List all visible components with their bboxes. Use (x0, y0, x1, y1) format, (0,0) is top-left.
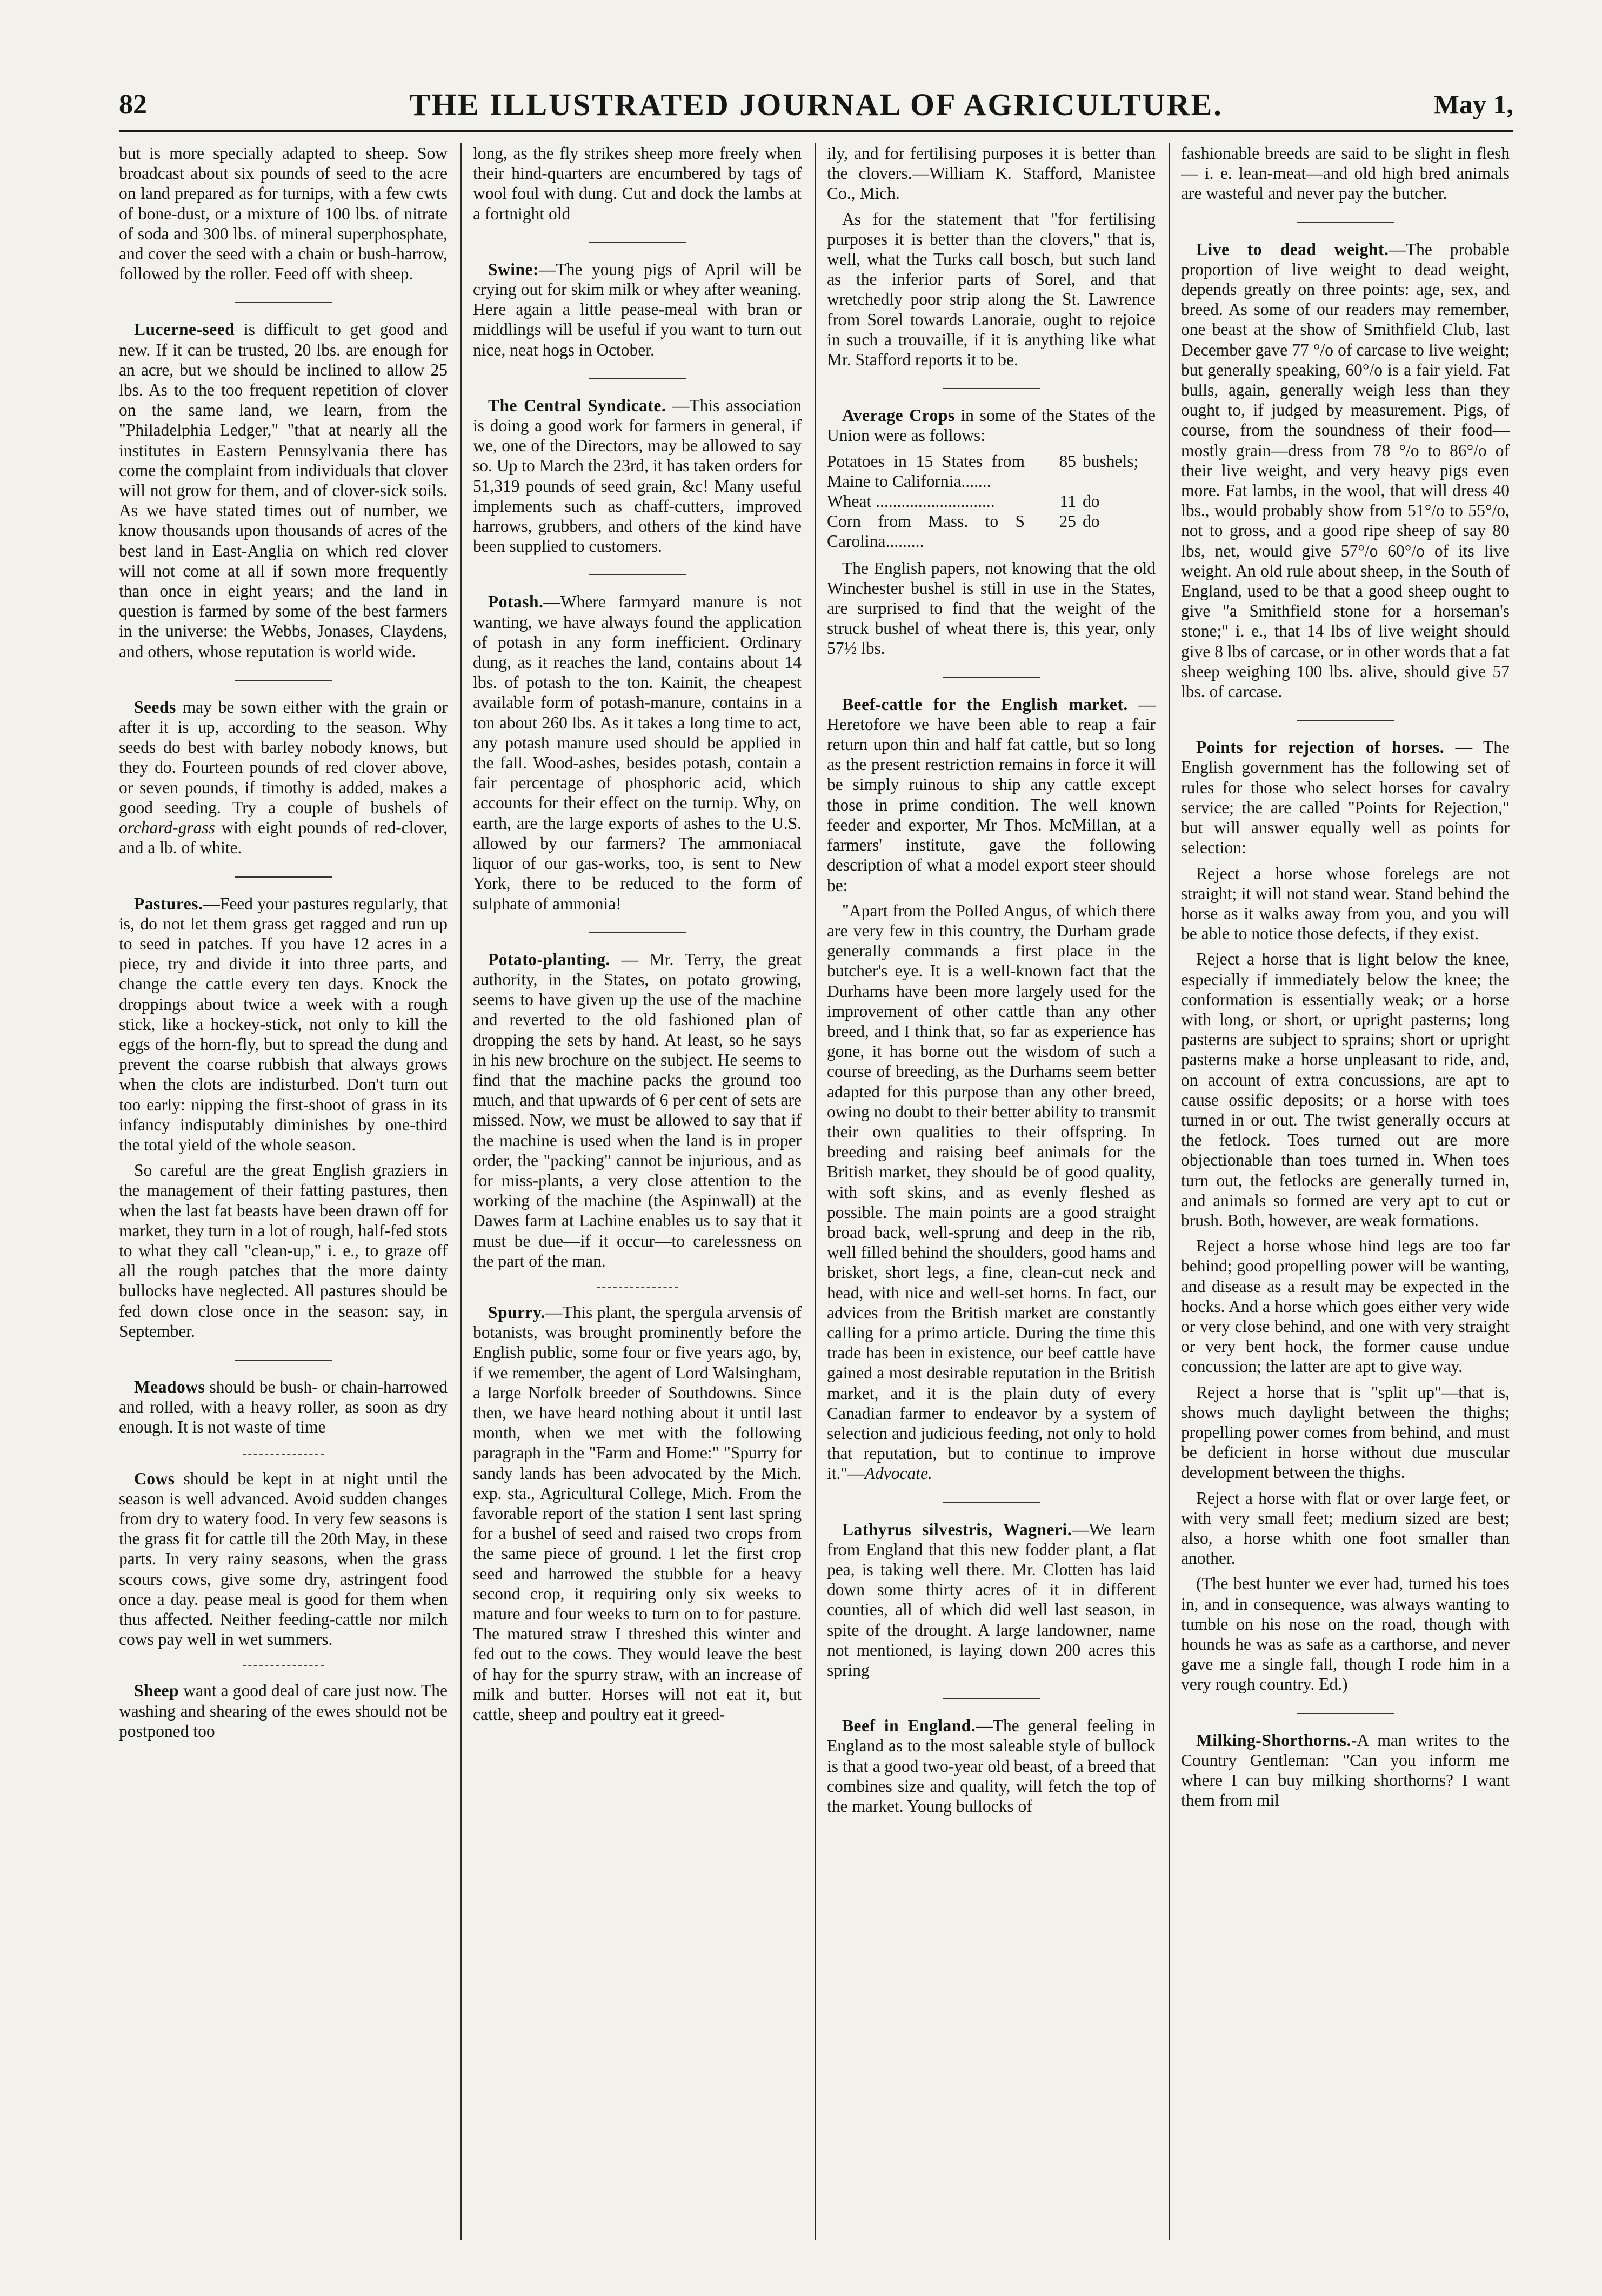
article-spurry (473, 1302, 802, 1724)
article-heading: Potato-planting. (488, 949, 610, 969)
section-divider (235, 1360, 332, 1361)
section-divider (1297, 1713, 1394, 1714)
section-divider (589, 378, 686, 379)
article-heading: Live to dead weight. (1196, 239, 1389, 259)
paragraph: fashionable breeds are said to be slight in flesh — i. e. lean-meat—and old high bred animals are wasteful and never pay the butcher. (1181, 144, 1510, 203)
article-body: —Heretofore we have been able to reap a fair return upon thin and half fat cattle, but so long as the present restriction remains in force it will be simply ruinous to ship any cattle except those in prime condition. The well known feeder and exporter, Mr Thos. McMillan, at a farmers' institute, gave the following description of what a model export steer should be: (827, 694, 1156, 895)
article-heading: Beef-cattle for the English market. (842, 694, 1128, 714)
table-row (827, 511, 1156, 551)
article-beef-in-england (827, 1716, 1156, 1816)
section-divider (589, 932, 686, 933)
italic-term: orchard-grass (119, 818, 215, 838)
article-potato-planting (473, 949, 802, 1271)
section-divider (1297, 222, 1394, 223)
paragraph: The English papers, not knowing that the old Winchester bushel is still in use in the States, are surprised to find that the weight of the struck bushel of wheat there is, this year, only 57½ lbs. (827, 558, 1156, 658)
paragraph: Reject a horse that is light below the knee, especially if immediately below the knee; the conformation is essentially weak; or a horse with long, or short, or upright pasterns; long pasterns are subject to sprains; short or upright pasterns make a horse unpleasant to ride, and, on account of extra concussions, are apt to cause ossific deposits; or a horse with toes turned in or out. The twist generally occurs at the fetlock. Toes turned out are more objectionable than toes turned in. When toes turn out, the fetlocks are generally turned in, and animals so formed are very apt to cut or brush. Both, however, are weak formations. (1181, 949, 1510, 1230)
article-heading: Sheep (134, 1681, 179, 1701)
article-heading: Beef in England. (842, 1716, 976, 1736)
paragraph: Reject a horse whose hind legs are too far behind; good propelling power will be wanting, and disease as a result may be expected in the hocks. And a horse which goes either very wide or very close behind, and one with very straight or very bent hock, the former cause undue concussion; the latter are apt to give way. (1181, 1236, 1510, 1376)
article-cows (119, 1469, 448, 1650)
article-body: —The general feeling in England as to the most saleable style of bullock is that a good two-year old beast, of a breed that combines size and quality, will fetch the top of the market. Young bullocks of (827, 1716, 1156, 1816)
article-heading: The Central Syndicate. (488, 396, 666, 415)
article-heading: Average Crops (842, 406, 955, 425)
article-body: -A man writes to the Country Gentleman: "Can you inform me where I can buy milking shorthorns? I want them from mil (1181, 1730, 1510, 1810)
column-rule (815, 143, 816, 2240)
issue-date: May 1, (1433, 89, 1513, 119)
article-milking-shorthorns (1181, 1730, 1510, 1811)
article-body: may be sown either with the grain or after it is up, according to the season. Why seeds do best with barley nobody knows, but they do. Fourteen pounds of red clover above, or seven pounds, if timothy is added, makes a good seeding. Try a couple of bushels of (119, 697, 448, 817)
article-heading: Pastures. (134, 894, 203, 913)
article-pastures (119, 894, 448, 1155)
article-beef-cattle (827, 694, 1156, 895)
paragraph: Reject a horse that is "split up"—that is, shows much daylight between the thighs; propelling power comes from behind, and must be deficient in horse without due muscular development between the thighs. (1181, 1382, 1510, 1482)
article-body: —Where farmyard manure is not wanting, we have always found the application of potash in any form inefficient. Ordinary dung, as it reaches the land, contains about 14 lbs. of potash to the ton. Kainit, the cheapest available form of potash-manure, contains in a ton about 260 lbs. As it takes a long time to act, any potash manure used should be applied in the fall. Wood-ashes, besides potash, contain a fair percentage of phosphoric acid, which accounts for their effect on the turnip. Why, on earth, are the large exports of ashes to the U.S. allowed by our farmers? The ammoniacal liquor of our gas-works, too, is sent to New York, there to be reduced to the form of sulphate of ammonia! (473, 592, 802, 913)
quoted-paragraph (827, 901, 1156, 1484)
column-2 (473, 143, 802, 2240)
article-body: —The probable proportion of live weight to dead weight, depends greatly on three points: age, sex, and breed. As some of our readers may remember, one beast at the show of Smithfield Club, last December gave 77 °/o of carcase to live weight; but generally speaking, 60°/o is a fair yield. Fat bulls, again, generally weigh less than they ought to, if judged by measurement. Pigs, of course, from the soundness of their food—mostly grain—dress from 78 °/o to 86°/o of their live weight, and very heavy pigs even more. Fat lambs, in the wool, that will dress 40 lbs., would probably show from 51°/o to 55°/o, not to gross, and a good ripe sheep of say 80 lbs, net, would give 57°/o 60°/o of its live weight. An old rule about sheep, in the South of England, used to be that a good sheep ought to give "a Smithfield stone for a horseman's stone;" i. e., that 14 lbs of live weight should give 8 lbs of carcase, or in other words that a fat sheep weighing 100 lbs. alive, should give 57 lbs. of carcase. (1181, 239, 1510, 701)
crop-unit: bushels; (1083, 451, 1139, 471)
article-heading: Lathyrus silvestris, Wagneri. (842, 1519, 1072, 1539)
article-body: want a good deal of care just now. The washing and shearing of the ewes should not be postponed too (119, 1681, 448, 1741)
crop-label: Potatoes in 15 States from Maine to California....... (827, 451, 1025, 491)
article-body: — The English government has the following set of rules for those who select horses for cavalry service; the are called "Points for Rejection," but will answer equally well as points for selection: (1181, 738, 1510, 858)
article-potash (473, 592, 802, 913)
article-lathyrus (827, 1519, 1156, 1681)
article-live-dead-weight (1181, 239, 1510, 702)
article-body: with eight pounds of red-clover, and a lb. of white. (119, 818, 448, 858)
column-1 (119, 143, 448, 2240)
paragraph: long, as the fly strikes sheep more freely when their hind-quarters are encumbered by tags of wool foul with dung. Cut and dock the lambs at a fortnight old (473, 144, 802, 223)
crop-value: 11 (1059, 492, 1076, 511)
article-heading: Spurry. (488, 1302, 545, 1322)
column-rule (460, 143, 462, 2240)
article-meadows (119, 1377, 448, 1437)
section-divider (243, 1665, 324, 1666)
article-body: should be bush- or chain-harrowed and rolled, with a heavy roller, as soon as dry enough. It is not waste of time (119, 1377, 448, 1437)
article-body: "Apart from the Polled Angus, of which there are very few in this country, the Durham grade generally commands a first place in the butcher's eye. It is a well-known fact that the Durhams have been more largely used for the improvement of other cattle than any other breed, and I think that, so far as experience has gone, it has borne out the wisdom of such a course of breeding, as the Durhams seem better adapted for this purpose than any other breed, owing no doubt to their better ability to transmit their own qualities to their offspring. In breeding and raising beef animals for the British market, they should be of good quality, with soft skins, and as evenly fleshed as possible. The main points are a good straight broad back, well-sprung and deep in the rib, well filled behind the shoulders, good hams and brisket, short legs, a fine, clean-cut neck and head, with nice and well-set horns. In fact, our advices from the British market are constantly calling for a primo article. During the time this trade has been in existence, our beef cattle have gained a most desirable reputation in the British market, and it is the plain duty of every Canadian farmer to endeavor by a system of selection and judicious feeding, not only to hold that reputation, but to continue to improve it."— (827, 901, 1156, 1483)
article-heading: Meadows (134, 1377, 205, 1396)
article-heading: Lucerne-seed (134, 320, 235, 339)
section-divider (235, 302, 332, 303)
article-heading: Seeds (134, 697, 176, 717)
article-seeds (119, 697, 448, 858)
page-header (119, 81, 1513, 132)
article-sheep (119, 1681, 448, 1741)
crop-label: Wheat ............................ (827, 492, 995, 511)
paragraph: Reject a horse whose forelegs are not straight; it will not stand wear. Stand behind the horse as it walks away from you, and you will be able to notice those defects, if they exist. (1181, 863, 1510, 943)
article-body: —This plant, the spergula arvensis of botanists, was brought prominently before the English public, some four or five years ago, by, if we remember, the agent of Lord Walsingham, a large Norfolk breeder of Southdowns. Since then, we have heard nothing about it until last month, when we met with the following paragraph in the "Farm and Home:" "Spurry for sandy lands has been advocated by the Mich. exp. sta., Agricultural College, Mich. From the favorable report of the station I sent last spring for a bushel of seed and raised two crops from the same piece of ground. I let the first crop seed and harrowed the stubble for a heavy second crop, it requiring only six weeks to mature and four weeks to turn on to for pasture. The matured straw I threshed this winter and fed out to the cows. They would leave the best of hay for the spurry straw, with an increase of milk and butter. Horses will not eat it, but cattle, sheep and poultry eat it greed- (473, 1302, 802, 1724)
article-body: —We learn from England that this new fodder plant, a flat pea, is taking well there. Mr. Clotten has laid down some thirty acres of it in different counties, all of which did well last season, in spite of the drought. A large landowner, name not mentioned, is laying down 200 acres this spring (827, 1519, 1156, 1680)
section-divider (589, 574, 686, 575)
article-body: — Mr. Terry, the great authority, in the States, on potato growing, seems to have given up the use of the machine and reverted to the old fashioned plan of dropping the sets by hand. At least, so he says in his new brochure on the subject. He seems to find that the machine packs the ground too much, and that upwards of 6 per cent of sets are missed. Now, we must be allowed to say that if the machine is used when the land is in proper order, the "packing" cannot be injurious, and as for miss-plants, a very close attention to the working of the machine (the Aspinwall) at the Dawes farm at Lachine enables us to say that it must be due—if it occur—to carelessness on the part of the man. (473, 949, 802, 1270)
section-divider (943, 388, 1040, 389)
article-body: —This association is doing a good work for farmers in general, if we, one of the Directors, may be allowed to say so. Up to March the 23rd, it has taken orders for 51,319 pounds of seed grain, &c! Many useful implements such as chaff-cutters, improved harrows, grubbers, and others of the kind have been supplied to customers. (473, 396, 802, 556)
article-average-crops (827, 405, 1156, 445)
section-divider (943, 677, 1040, 678)
article-body: is difficult to get good and new. If it can be trusted, 20 lbs. are enough for an acre, but we should be inclined to allow 25 lbs. As to the too frequent repetition of clover on the same land, we learn, from the "Philadelphia Ledger," "that at nearly all the institutes in Eastern Pennsylvania there has come the complaint from individuals that clover will not grow for them, and of clover-sick soils. As we have stated times out of number, we know thousands upon thousands of acres of the best land in East-Anglia on which red clover will not come at all if sown more frequently than once in eight years; and the land in question is farmed by some of the best farmers in the universe: the Webbs, Jonases, Claydens, and others, whose reputation is world wide. (119, 320, 448, 661)
column-3 (827, 143, 1156, 2240)
section-divider (589, 242, 686, 243)
section-divider (235, 876, 332, 878)
article-swine (473, 259, 802, 360)
crop-unit: do (1083, 512, 1100, 531)
crops-table (827, 451, 1156, 552)
source-credit: Advocate. (864, 1464, 932, 1483)
article-horse-rejection (1181, 737, 1510, 858)
crop-value: 25 (1059, 512, 1076, 531)
editor-note: (The best hunter we ever had, turned his toes in, and in consequence, was always wanting to tumble on his nose on the road, though with hounds he was as safe as a carthorse, and never gave me a single fall, though I rode him in a very rough country. Ed.) (1181, 1574, 1510, 1694)
paragraph: As for the statement that "for fertilising purposes it is better than the clovers," that is, well, what the Turks call bosch, but such land as the inferior parts of Sorel, and that wretchedly poor strip along the St. Lawrence from Sorel towards Lanoraie, ought to rejoice in such a trouvaille, if it is anything like what Mr. Stafford reports it to be. (827, 209, 1156, 370)
table-row (827, 491, 1156, 511)
article-body: —Feed your pastures regularly, that is, do not let them grass get ragged and run up to seed in patches. If you have 12 acres in a piece, try and divide it into three parts, and change the cattle every ten days. Knock the droppings about twice a week with a rough stick, like a hockey-stick, not only to kill the eggs of the horn-fly, but to spread the dung and prevent the coarse rubbish that always grows when the clots are indisturbed. Don't turn out too early: nipping the first-shoot of grass in its infancy indisputably diminishes by one-third the total yield of the whole season. (119, 894, 448, 1154)
paragraph: ily, and for fertilising purposes it is better than the clovers.—William K. Stafford, Manistee Co., Mich. (827, 144, 1156, 203)
column-4 (1181, 143, 1510, 2240)
section-divider (1297, 720, 1394, 721)
article-body: in some of the States of the Union were as follows: (827, 406, 1156, 445)
article-lucerne (119, 319, 448, 661)
paragraph: but is more specially adapted to sheep. Sow broadcast about six pounds of seed to the acre on land prepared as for turnips, with a few cwts of bone-dust, or a mixture of 100 lbs. of nitrate of soda and 300 lbs. of mineral superphosphate, and cover the seed with a chain or bush-harrow, followed by the roller. Feed off with sheep. (119, 144, 448, 284)
section-divider (943, 1698, 1040, 1699)
article-heading: Potash. (488, 592, 544, 612)
page-number: 82 (119, 89, 147, 120)
paragraph: Reject a horse with flat or over large feet, or with very small feet; medium sized are best; also, a horse whith one foot smaller than another. (1181, 1488, 1510, 1568)
table-row (827, 451, 1156, 491)
article-heading: Points for rejection of horses. (1196, 738, 1445, 757)
article-heading: Cows (134, 1469, 175, 1488)
paragraph: So careful are the great English graziers in the management of their fatting pastures, then when the last fat beasts have been drawn off for market, they turn in a lot of rough, half-fed stots to what they call "clean-up," i. e., to graze off all the rough patches that the more dainty bullocks have neglected. All pastures should be fed down close once in the season: say, in September. (119, 1161, 448, 1341)
article-body: should be kept in at night until the season is well advanced. Avoid sudden changes from dry to watery food. In very few seasons is the grass fit for cattle till the 20th May, in these parts. In very rainy seasons, when the grass scours cows, give some dry, astringent food once a day. pease meal is good for them when thus affected. Neither feeding-cattle nor milch cows pay well in wet summers. (119, 1469, 448, 1649)
article-body: —The young pigs of April will be crying out for skim milk or whey after weaning. Here again a little pease-meal with bran or middlings will be useful if you want to turn out nice, neat hogs in October. (473, 259, 802, 359)
article-heading: Swine: (488, 259, 539, 279)
section-divider (243, 1454, 324, 1455)
section-divider (597, 1287, 678, 1288)
crop-label: Corn from Mass. to S Carolina......... (827, 512, 1025, 551)
column-rule (1169, 143, 1170, 2240)
crop-value: 85 (1059, 451, 1076, 471)
article-central-syndicate (473, 396, 802, 557)
section-divider (235, 680, 332, 681)
article-heading: Milking-Shorthorns. (1196, 1730, 1351, 1750)
section-divider (943, 1502, 1040, 1503)
journal-title: THE ILLUSTRATED JOURNAL OF AGRICULTURE. (409, 87, 1223, 122)
crop-unit: do (1083, 492, 1100, 511)
